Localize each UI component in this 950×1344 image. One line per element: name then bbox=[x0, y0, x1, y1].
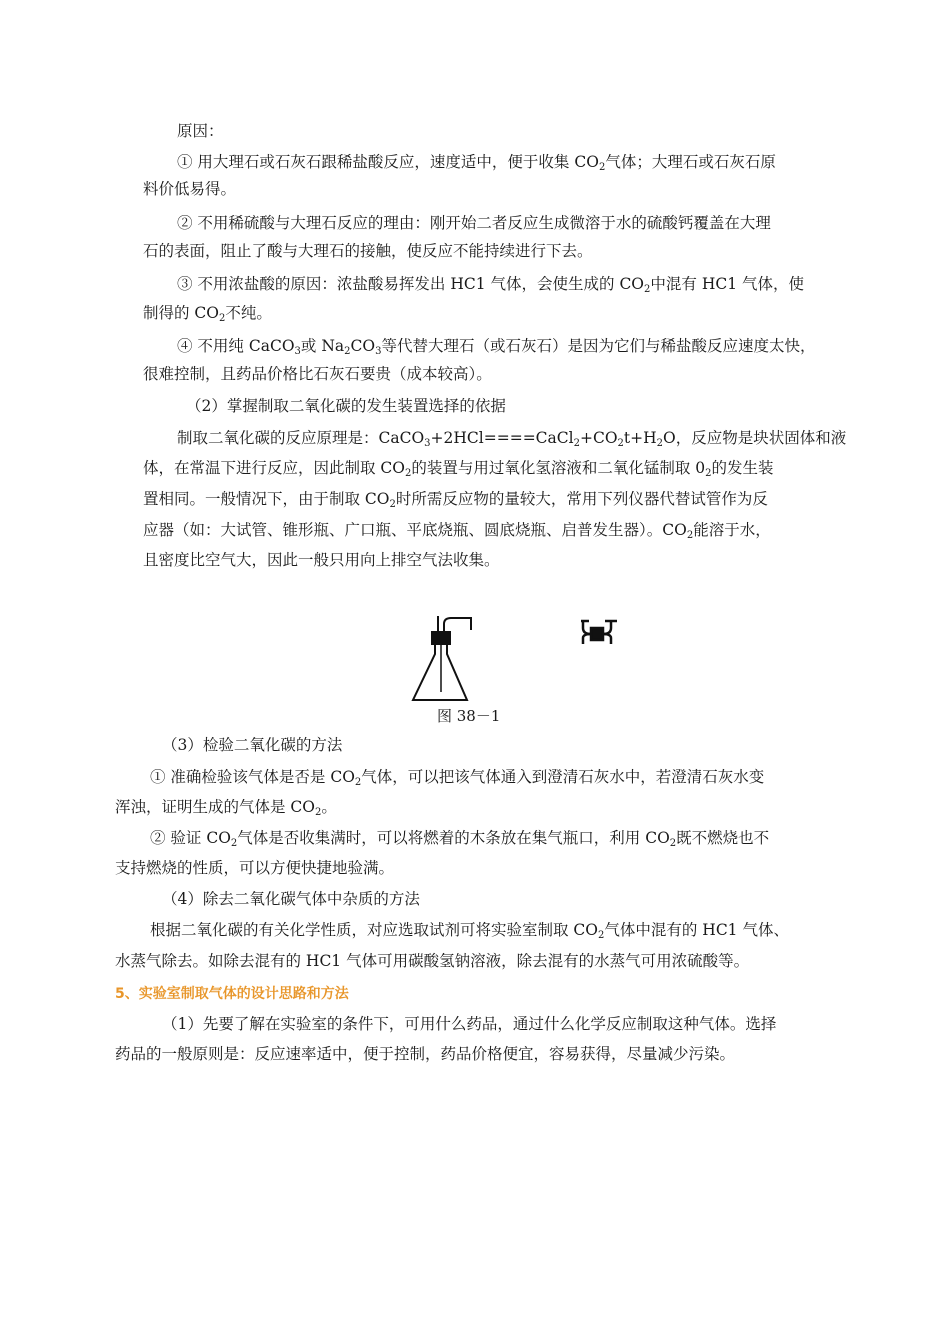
section-2-para-line-4: 应器（如：大试管、锥形瓶、广口瓶、平底烧瓶、圆底烧瓶、启普发生器）。$CO_2$能溶于水， bbox=[143, 521, 771, 541]
section-3-para-line-4: 支持燃烧的性质，可以方便快捷地验满。 bbox=[115, 859, 395, 877]
section-3-para-line-2: 浑浊，证明生成的气体是 $CO_2$。 bbox=[115, 798, 337, 818]
reason-item-3: ③ 不用浓盐酸的原因：浓盐酸易挥发出 HC1 气体，会使生成的 $CO_2$中混有 HC1 气体，使 bbox=[177, 275, 804, 295]
section-2-title: （2）掌握制取二氧化碳的发生装置选择的依据 bbox=[186, 397, 506, 415]
reason-item-1-cont: 料价低易得。 bbox=[143, 180, 237, 198]
reason-label: 原因： bbox=[177, 122, 224, 140]
section-4-title: （4）除去二氧化碳气体中杂质的方法 bbox=[162, 890, 420, 908]
section-2-para-line-1: 制取二氧化碳的反应原理是：$CaCO_3+2HCl====CaCl_2+CO_2t+H_2O$，反应物是块状固体和液 bbox=[177, 429, 847, 449]
section-5-para-line-1: （1）先要了解在实验室的条件下，可用什么药品，通过什么化学反应制取这种气体。选择 bbox=[162, 1015, 777, 1033]
reason-item-4-cont: 很难控制，且药品价格比石灰石要贵（成本较高）。 bbox=[143, 365, 492, 383]
stopcock-clip-icon bbox=[581, 621, 617, 644]
section-5-heading: 5、实验室制取气体的设计思路和方法 bbox=[115, 986, 349, 1002]
section-5-para-line-2: 药品的一般原则是：反应速率适中，便于控制，药品价格便宜，容易获得，尽量减少污染。 bbox=[115, 1045, 736, 1063]
section-3-para-line-1: ① 准确检验该气体是否是 $CO_2$气体，可以把该气体通入到澄清石灰水中，若澄清石灰水变 bbox=[150, 768, 765, 788]
reason-item-1: ① 用大理石或石灰石跟稀盐酸反应，速度适中，便于收集 $CO_2$气体；大理石或石灰石原 bbox=[177, 153, 776, 173]
reason-item-2-cont: 石的表面，阻止了酸与大理石的接触，使反应不能持续进行下去。 bbox=[143, 242, 593, 260]
section-4-para-line-2: 水蒸气除去。如除去混有的 HC1 气体可用碳酸氢钠溶液，除去混有的水蒸气可用浓硫酸等。 bbox=[115, 952, 750, 970]
reason-item-3-cont: 制得的 $CO_2$不纯。 bbox=[143, 304, 272, 324]
section-2-para-line-3: 置相同。一般情况下，由于制取 $CO_2$时所需反应物的量较大，常用下列仪器代替试管作为反 bbox=[143, 490, 768, 510]
conical-flask-icon bbox=[413, 616, 471, 700]
section-4-para-line-1: 根据二氧化碳的有关化学性质，对应选取试剂可将实验室制取 $CO_2$气体中混有的 HC1 气体、 bbox=[150, 921, 789, 941]
section-3-para-line-3: ② 验证 $CO_2$气体是否收集满时，可以将燃着的木条放在集气瓶口，利用 $CO_2$既不燃烧也不 bbox=[150, 829, 770, 849]
reason-item-4: ④ 不用纯 CaCO$_3$或 $Na_2CO_3$等代替大理石（或石灰石）是因为它们与稀盐酸反应速度太快， bbox=[177, 337, 816, 357]
figure-caption: 图 38－1 bbox=[437, 707, 501, 725]
section-2-para-line-5: 且密度比空气大，因此一般只用向上排空气法收集。 bbox=[143, 551, 500, 569]
reason-item-2: ② 不用稀硫酸与大理石反应的理由：刚开始二者反应生成微溶于水的硫酸钙覆盖在大理 bbox=[177, 214, 771, 232]
section-2-para-line-2: 体，在常温下进行反应，因此制取 $CO_2$的装置与用过氧化氢溶液和二氧化锰制取 $0_2$的发生装 bbox=[143, 459, 774, 479]
section-3-title: （3）检验二氧化碳的方法 bbox=[162, 736, 343, 754]
